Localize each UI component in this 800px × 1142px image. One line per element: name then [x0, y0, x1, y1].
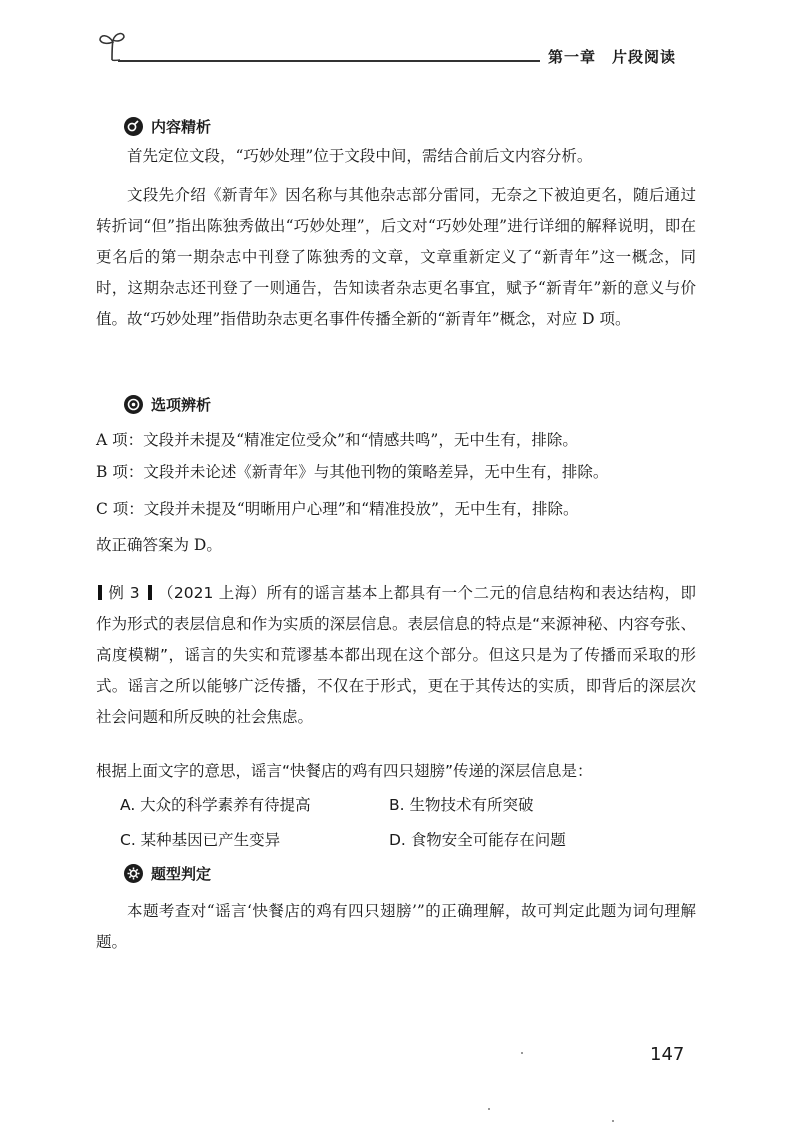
target-icon: [124, 395, 143, 414]
content-analysis-para-2: 文段先介绍《新青年》因名称与其他杂志部分雷同，无奈之下被迫更名，随后通过转折词“但”指出陈独秀做出“巧妙处理”，后文对“巧妙处理”进行详细的解释说明，即在更名后的第一期杂志中刊登了陈独秀的文章，文章重新定义了“新青年”这一概念，同时，这期杂志还刊登了一则通告，告知读者杂志更名事宜，赋予“新青年”新的意义与价值。故“巧妙处理”指借助杂志更名事件传播全新的“新青年”概念，对应 D 项。: [96, 186, 696, 328]
example-passage: [96, 578, 696, 733]
content-analysis-heading: [124, 114, 211, 138]
option-analysis-heading: [124, 392, 211, 416]
magnifier-icon: [124, 117, 143, 136]
sprout-icon: [96, 28, 128, 62]
question-type-text: 本题考查对“谣言‘快餐店的鸡有四只翅膀’”的正确理解，故可判定此题为词句理解题。: [96, 902, 696, 951]
option-a: A. 大众的科学素养有待提高: [120, 796, 311, 814]
content-analysis-title: 内容精析: [151, 117, 212, 136]
scan-speck: [521, 1052, 523, 1054]
question-type-title: 题型判定: [151, 864, 212, 883]
option-b-analysis: B 项：文段并未论述《新青年》与其他刊物的策略差异，无中生有，排除。: [96, 463, 609, 481]
page-number: 147: [650, 1044, 685, 1065]
option-a-analysis: A 项：文段并未提及“精准定位受众”和“情感共鸣”，无中生有，排除。: [96, 431, 578, 449]
scan-speck: [612, 1120, 614, 1122]
option-c: C. 某种基因已产生变异: [120, 831, 281, 849]
example-bar-right: [148, 585, 152, 600]
chapter-title: 第一章 片段阅读: [548, 48, 677, 66]
header-rule: [118, 60, 540, 62]
option-b: B. 生物技术有所突破: [389, 796, 534, 814]
scan-speck: [488, 1108, 490, 1110]
option-analysis-title: 选项辨析: [151, 395, 212, 414]
option-c-analysis: C 项：文段并未提及“明晰用户心理”和“精准投放”，无中生有，排除。: [96, 500, 579, 518]
example-text: （2021 上海）所有的谣言基本上都具有一个二元的信息结构和表达结构，即作为形式的表层信息和作为实质的深层信息。表层信息的特点是“来源神秘、内容夸张、高度模糊”，谣言的失实和荒谬基本都出现在这个部分。但这只是为了传播而采取的形式。谣言之所以能够广泛传播，不仅在于形式，更在于其传达的实质，即背后的深层次社会问题和所反映的社会焦虑。: [96, 584, 696, 726]
content-analysis-para-1: 首先定位文段，“巧妙处理”位于文段中间，需结合前后文内容分析。: [127, 147, 593, 165]
example-question: 根据上面文字的意思，谣言“快餐店的鸡有四只翅膀”传递的深层信息是：: [96, 762, 593, 780]
example-label: 例 3: [108, 584, 140, 602]
option-d: D. 食物安全可能存在问题: [389, 831, 566, 849]
example-bar-left: [98, 585, 102, 600]
question-type-heading: [124, 861, 211, 885]
correct-answer: 故正确答案为 D。: [96, 536, 222, 554]
gear-icon: [124, 864, 143, 883]
